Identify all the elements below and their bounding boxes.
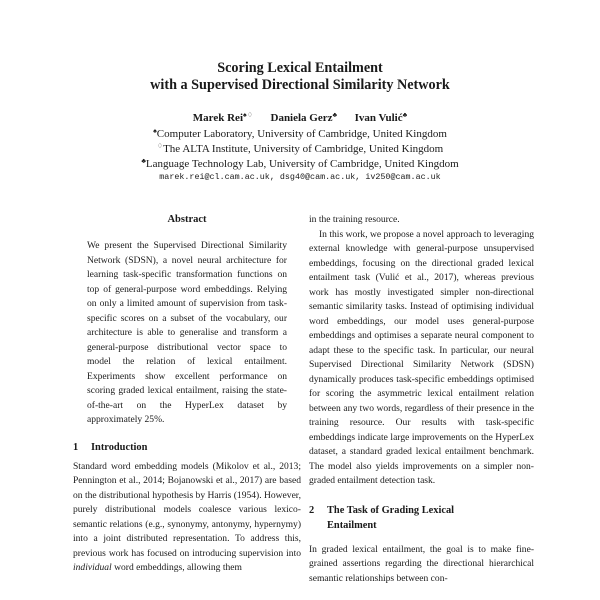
intro-paragraph-1: [73, 460, 301, 576]
intro-paragraph-2: In this work, we propose a novel approach to leveraging external knowledge with general-purpose unsupervised embeddings, focusing on the directional graded lexical entailment task (Vulić et al., 2017), whereas previous work has mostly investigated simpler non-directional semantic similarity tasks. Instead of optimising individual word embeddings, our model uses general-purpose embeddings and optimises a separate neural component to adapt these to the specific task. In particular, our neural Supervised Directional Similarity Network (SDSN) dynamically produces task-specific embeddings optimised for scoring the asymmetric lexical entailment relation between any two words, regardless of their presence in the training resource. Our results with task-specific embeddings indicate large improvements on the HyperLex dataset, a standard graded lexical entailment benchmark. The model also yields improvements on a simpler non-graded entailment detection task.: [309, 228, 534, 486]
author-name: Marek Rei: [192, 112, 243, 124]
affiliation-text: Computer Laboratory, University of Cambridge, United Kingdom: [156, 128, 447, 140]
affiliation-text: The ALTA Institute, University of Cambridge, United Kingdom: [163, 143, 444, 155]
abstract-text: We present the Supervised Directional Similarity Network (SDSN), a novel neural architecture for learning task-specific transformation functions on top of general-purpose word embeddings. Relying on only a limited amount of supervision from task-specific scores on a subset of the vocabulary, our architecture is able to generalise and transform a general-purpose distributional vector space to model the relation of lexical entailment. Experiments show excellent performance on scoring graded lexical entailment, raising the state-of-the-art on the HyperLex dataset by approximately 25%.: [87, 240, 287, 425]
author-affiliation-mark: ♣: [332, 111, 338, 119]
section-title-line-2: Entailment: [327, 519, 377, 531]
section-title-line-1: The Task of Grading Lexical: [327, 504, 455, 516]
author-list: [0, 108, 600, 125]
right-column: [309, 213, 534, 586]
paper-title-line-1: Scoring Lexical Entailment: [217, 60, 383, 76]
section-number: 2: [309, 504, 315, 516]
section-title: Introduction: [91, 441, 148, 453]
intro-text-a: Standard word embedding models (Mikolov et al., 2013; Pennington et al., 2014; Bojanowski et al., 2017) are based on the distributional hypothesis by Harris (1954). However, purely distributional models coalesce various lexico-semantic relations (e.g., synonymy, antonymy, hypernymy) into a joint distributed representation. To address this, previous work has focused on introducing supervision into: [73, 460, 301, 559]
section-number: 1: [73, 441, 79, 453]
section-heading-introduction: [73, 440, 301, 455]
section-heading-task: [309, 503, 534, 533]
paper-title-line-2: with a Supervised Directional Similarity Network: [150, 77, 450, 93]
author-emails: marek.rei@cl.cam.ac.uk, dsg40@cam.ac.uk, iv250@cam.ac.uk: [159, 172, 441, 182]
task-paragraph-1: In graded lexical entailment, the goal is to make fine-grained assertions regarding the directional hierarchical semantic relationships between con-: [309, 543, 534, 584]
author-affiliation-mark: ♣: [402, 111, 408, 119]
affiliation: [0, 154, 600, 171]
left-column: [73, 213, 301, 576]
abstract-heading: Abstract: [167, 214, 207, 225]
intro-text-b: word embeddings, allowing them: [111, 562, 242, 573]
author-name: Daniela Gerz: [270, 112, 333, 124]
author-affiliation-mark: ♠♢: [243, 111, 253, 119]
affiliation-mark: ♠: [153, 127, 157, 135]
intro-text-emphasis: individual: [73, 562, 112, 573]
affiliation-mark: ♢: [156, 142, 164, 150]
author-name: Ivan Vulić: [354, 112, 403, 124]
intro-paragraph-1-continued: in the training resource.: [309, 214, 400, 225]
affiliation-mark: ♣: [141, 157, 146, 165]
affiliation-text: Language Technology Lab, University of Cambridge, United Kingdom: [145, 158, 459, 170]
